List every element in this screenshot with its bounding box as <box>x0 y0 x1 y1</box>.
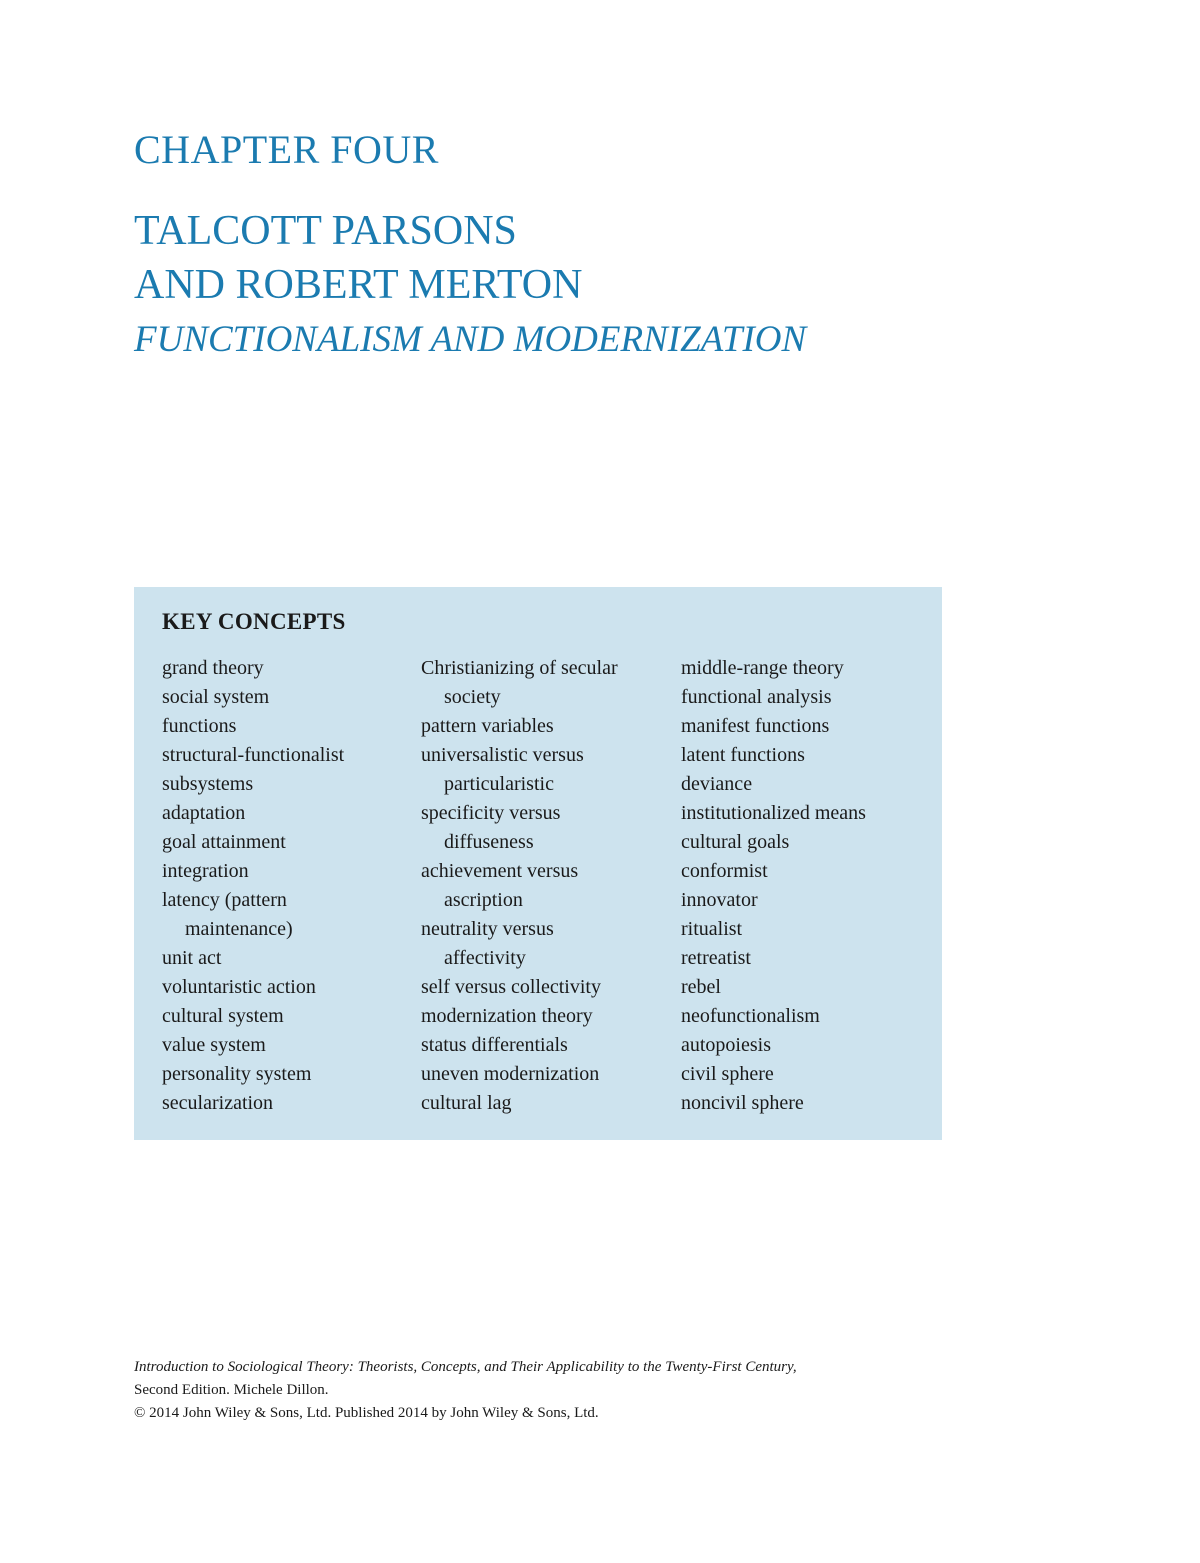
chapter-title-line-2: AND ROBERT MERTON <box>134 262 583 308</box>
key-concept-item: grand theory <box>162 657 264 679</box>
key-concept-item: social system <box>162 686 270 708</box>
copyright-notice: © 2014 John Wiley & Sons, Ltd. Published 2014 by John Wiley & Sons, Ltd. <box>134 1405 599 1421</box>
chapter-label: CHAPTER FOUR <box>134 127 439 172</box>
key-concept-item: adaptation <box>162 802 246 824</box>
key-concept-item: latency (pattern <box>162 889 287 911</box>
key-concepts-column-3 <box>681 654 866 1118</box>
key-concept-item: uneven modernization <box>421 1063 600 1085</box>
key-concept-item: conformist <box>681 860 768 882</box>
key-concept-item: unit act <box>162 947 222 969</box>
key-concept-item: cultural system <box>162 1005 284 1027</box>
edition-author: Second Edition. Michele Dillon. <box>134 1382 329 1398</box>
key-concept-item: rebel <box>681 976 721 998</box>
key-concept-item: subsystems <box>162 773 254 795</box>
key-concepts-column-2 <box>421 654 618 1118</box>
key-concept-item: ritualist <box>681 918 743 940</box>
key-concept-item: specificity versus <box>421 802 561 824</box>
key-concept-item: deviance <box>681 773 753 795</box>
key-concept-item: functions <box>162 715 237 737</box>
key-concept-item-continued: maintenance) <box>185 918 293 940</box>
key-concept-item: value system <box>162 1034 266 1056</box>
key-concept-item: voluntaristic action <box>162 976 316 998</box>
key-concept-item: integration <box>162 860 249 882</box>
key-concept-item: functional analysis <box>681 686 832 708</box>
chapter-subtitle: FUNCTIONALISM AND MODERNIZATION <box>134 319 807 360</box>
key-concept-item: secularization <box>162 1092 274 1114</box>
chapter-title-line-1: TALCOTT PARSONS <box>134 208 517 254</box>
key-concept-item: retreatist <box>681 947 751 969</box>
key-concepts-column-1 <box>162 654 344 1118</box>
key-concepts-box <box>134 587 942 1140</box>
key-concept-item-continued: particularistic <box>444 773 554 795</box>
key-concept-item: civil sphere <box>681 1063 774 1085</box>
key-concept-item: innovator <box>681 889 758 911</box>
key-concept-item: status differentials <box>421 1034 568 1056</box>
key-concept-item: cultural lag <box>421 1092 512 1114</box>
key-concept-item: institutionalized means <box>681 802 866 824</box>
key-concept-item: self versus collectivity <box>421 976 601 998</box>
citation-footer <box>134 1356 797 1425</box>
key-concept-item: neutrality versus <box>421 918 554 940</box>
key-concept-item: manifest functions <box>681 715 830 737</box>
key-concept-item: autopoiesis <box>681 1034 771 1056</box>
key-concept-item: noncivil sphere <box>681 1092 804 1114</box>
chapter-title <box>134 204 582 312</box>
key-concept-item-continued: society <box>444 686 501 708</box>
key-concept-item: neofunctionalism <box>681 1005 820 1027</box>
key-concept-item: goal attainment <box>162 831 286 853</box>
key-concept-item-continued: ascription <box>444 889 523 911</box>
key-concept-item: universalistic versus <box>421 744 584 766</box>
key-concept-item-continued: affectivity <box>444 947 526 969</box>
key-concept-item: Christianizing of secular <box>421 657 618 679</box>
key-concepts-heading: KEY CONCEPTS <box>162 609 346 634</box>
key-concept-item-continued: diffuseness <box>444 831 534 853</box>
key-concept-item: cultural goals <box>681 831 790 853</box>
key-concept-item: middle-range theory <box>681 657 844 679</box>
key-concept-item: structural-functionalist <box>162 744 345 766</box>
key-concept-item: achievement versus <box>421 860 579 882</box>
key-concept-item: personality system <box>162 1063 312 1085</box>
key-concept-item: pattern variables <box>421 715 554 737</box>
key-concept-item: latent functions <box>681 744 805 766</box>
key-concept-item: modernization theory <box>421 1005 593 1027</box>
book-title: Introduction to Sociological Theory: Theorists, Concepts, and Their Applicability to the Twenty-First Century, <box>134 1359 797 1375</box>
